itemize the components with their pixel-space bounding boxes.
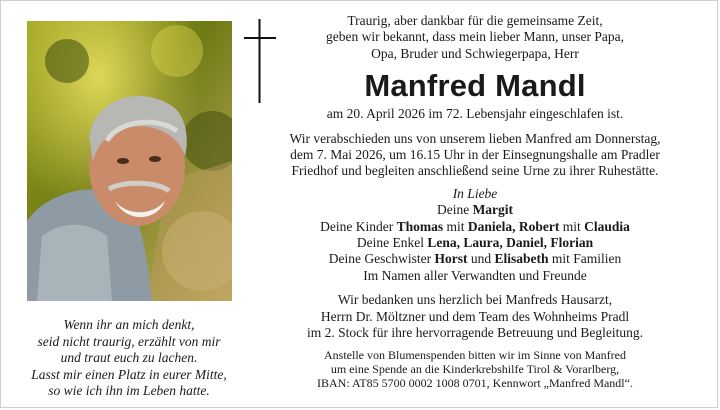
thanks-line: Herrn Dr. Möltzner und dem Team des Wohnheims Pradl	[320, 308, 630, 324]
family-wife: Deine Margit	[436, 202, 514, 218]
in-liebe: In Liebe	[452, 185, 498, 201]
intro-line: geben wir bekannt, dass mein lieber Mann, unser Papa,	[325, 29, 625, 45]
donation-line: Anstelle von Blumenspenden bitten wir im Sinne von Manfred	[324, 347, 626, 362]
poem-line: und traut euch zu lachen.	[60, 350, 198, 366]
thanks-line: im 2. Stock für ihre hervorragende Betreuung und Begleitung.	[307, 325, 643, 341]
thanks-line: Wir bedanken uns herzlich bei Manfreds Hausarzt,	[337, 292, 613, 308]
memorial-poem	[21, 317, 237, 400]
portrait-photo	[27, 21, 232, 301]
family-children: Deine Kinder Thomas mit Daniela, Robert mit Claudia	[320, 218, 630, 234]
farewell-line: Wir verabschieden uns von unserem lieben Manfred am Donnerstag,	[289, 130, 661, 146]
poem-line: Lasst mir einen Platz in eurer Mitte,	[31, 366, 227, 382]
poem-line: so wie ich ihn im Leben hatte.	[48, 383, 210, 399]
family-siblings: Deine Geschwister Horst und Elisabeth mit Familien	[328, 251, 622, 267]
intro-line: Opa, Bruder und Schwiegerpapa, Herr	[371, 45, 579, 61]
farewell-line: dem 7. Mai 2026, um 16.15 Uhr in der Einsegnungshalle am Pradler	[290, 147, 660, 163]
notice-text	[263, 13, 687, 391]
family-relatives: Im Namen aller Verwandten und Freunde	[363, 267, 587, 283]
donation-line: IBAN: AT85 5700 0002 1008 0701, Kennwort „Manfred Mandl“.	[317, 376, 633, 391]
deceased-name: Manfred Mandl	[364, 68, 586, 104]
death-line: am 20. April 2026 im 72. Lebensjahr eingeschlafen ist.	[326, 106, 624, 122]
poem-line: seid nicht traurig, erzählt von mir	[37, 333, 221, 349]
farewell-line: Friedhof und begleiten anschließend seine Urne zu ihrer Ruhestätte.	[291, 163, 659, 179]
intro-line: Traurig, aber dankbar für die gemeinsame Zeit,	[347, 13, 603, 28]
donation-line: um eine Spende an die Kinderkrebshilfe Tirol & Vorarlberg,	[330, 361, 620, 376]
family-grandchildren: Deine Enkel Lena, Laura, Daniel, Florian	[356, 235, 594, 251]
poem-line: Wenn ihr an mich denkt,	[63, 317, 195, 332]
